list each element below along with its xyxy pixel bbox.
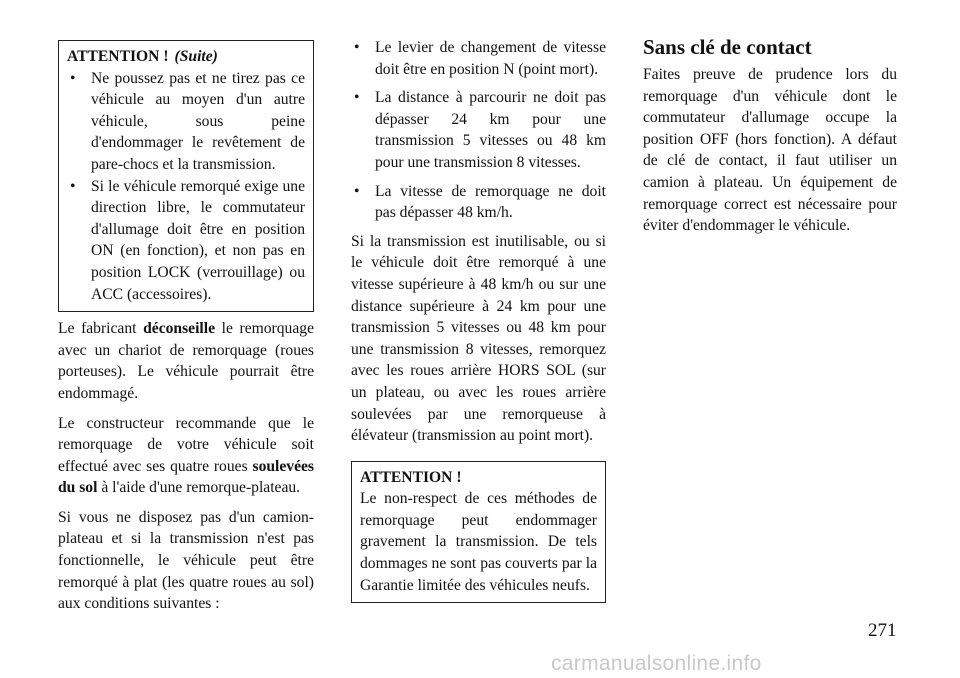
condition-bullet: • La vitesse de remorquage ne doit pas dépasser 48 km/h. (351, 181, 606, 224)
paragraph (58, 318, 314, 404)
paragraph-text: à l'aide d'une remorque-plateau. (97, 479, 301, 497)
warning-bullet-list (67, 68, 305, 306)
column-2 (351, 37, 606, 603)
paragraph-text: le remorquage avec un chariot de remorquage (roues porteuses). Le véhicule pourrait être endommagé. (58, 320, 314, 402)
column-1 (58, 40, 314, 623)
warning-title: ATTENTION ! (360, 468, 462, 486)
watermark: carmanualsonline.info (551, 652, 762, 675)
emphasis-text: déconseille (143, 320, 216, 338)
paragraph: Faites preuve de prudence lors du remorquage d'un véhicule dont le commutateur d'allumage occupe la position OFF (hors fonction). A défaut de clé de contact, il faut utiliser un camion à plateau. Un équipement de remorquage correct est nécessaire pour éviter d'endommager le véhicule. (643, 66, 897, 235)
section-heading: Sans clé de contact (643, 35, 812, 59)
condition-bullet: • La distance à parcourir ne doit pas dépasser 24 km pour une transmission 5 vitesses ou 48 km pour une transmission 8 vitesses. (351, 87, 606, 173)
warning-header (67, 46, 305, 68)
emphasis-text: soulevées du sol (58, 457, 314, 497)
page-number: 271 (868, 620, 897, 641)
paragraph-text: Le fabricant (58, 320, 144, 338)
warning-box (351, 461, 606, 604)
column-3 (643, 34, 897, 245)
warning-continued-label: (Suite) (174, 48, 218, 65)
paragraph (58, 413, 314, 499)
warning-box (58, 40, 314, 312)
warning-bullet: • Ne poussez pas et ne tirez pas ce véhicule au moyen d'un autre véhicule, sous peine d'endommager le revêtement de pare-chocs et la transmission. (67, 68, 305, 176)
paragraph-text: Le constructeur recommande que le remorquage de votre véhicule soit effectué avec ses quatre roues (58, 414, 314, 475)
warning-bullet: • Si le véhicule remorqué exige une direction libre, le commutateur d'allumage doit être en position ON (en fonction), et non pas en position LOCK (verrouillage) ou ACC (accessoires). (67, 176, 305, 306)
condition-bullet-list (351, 37, 606, 224)
paragraph: Si vous ne disposez pas d'un camion-plateau et si la transmission n'est pas fonctionnelle, le véhicule peut être remorqué à plat (les quatre roues au sol) aux conditions suivantes : (58, 508, 314, 613)
paragraph: Si la transmission est inutilisable, ou si le véhicule doit être remorqué à une vitesse supérieure à 48 km/h ou sur une distance supérieure à 24 km pour une transmission 5 vitesses ou 48 km pour une transmission 8 vitesses, remorquez avec les roues arrière HORS SOL (sur un plateau, ou avec les roues arrière soulevées par une remorqueuse à élévateur (transmission au point mort). (351, 232, 606, 445)
warning-title: ATTENTION ! (67, 48, 169, 65)
warning-text: Le non-respect de ces méthodes de remorquage peut endommager gravement la transmission. De tels dommages ne sont pas couverts par la Garantie limitée des véhicules neufs. (360, 490, 597, 594)
condition-bullet: • Le levier de changement de vitesse doit être en position N (point mort). (351, 37, 606, 80)
